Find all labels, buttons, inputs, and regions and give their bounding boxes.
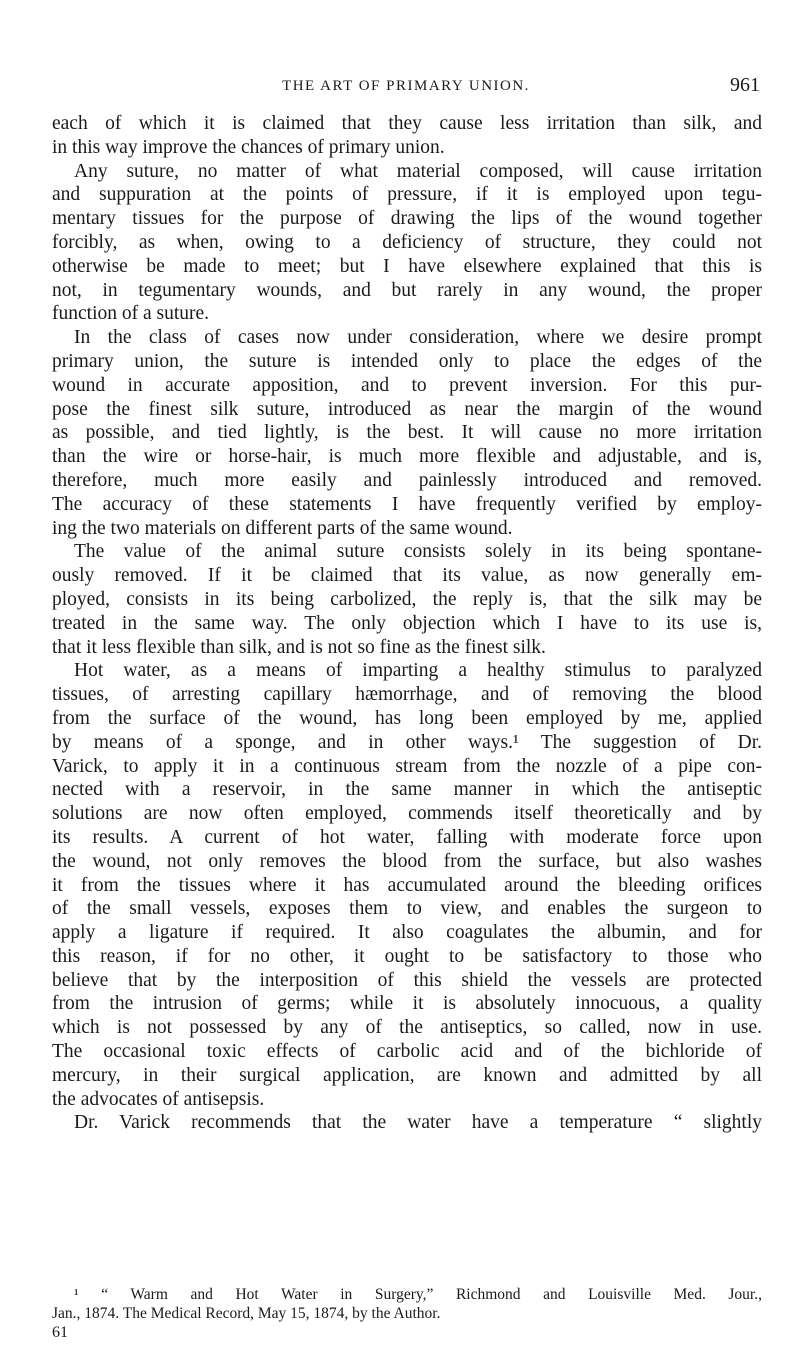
text-line: the advocates of antisepsis. <box>52 1088 265 1110</box>
text-line: primary union, the suture is intended only to place the edges of the <box>52 350 762 372</box>
text-line: mercury, in their surgical application, are known and admitted by all <box>52 1064 762 1086</box>
page-number: 961 <box>730 74 760 96</box>
text-line: its results. A current of hot water, falling with moderate force upon <box>52 826 762 848</box>
footnote-line: ¹ “ Warm and Hot Water in Surgery,” Richmond and Louisville Med. Jour., <box>74 1286 762 1303</box>
text-line: by means of a sponge, and in other ways.¹ The suggestion of Dr. <box>52 731 762 753</box>
text-line: forcibly, as when, owing to a deficiency of structure, they could not <box>52 231 762 253</box>
signature-mark: 61 <box>52 1324 68 1341</box>
text-line: In the class of cases now under consideration, where we desire prompt <box>74 327 762 349</box>
body-text <box>52 112 762 1135</box>
text-line: which is not possessed by any of the antiseptics, so called, now in use. <box>52 1017 762 1039</box>
text-line: believe that by the interposition of this shield the vessels are protected <box>52 969 762 991</box>
text-line: apply a ligature if required. It also coagulates the albumin, and for <box>52 922 762 944</box>
text-line: pose the finest silk suture, introduced as near the margin of the wound <box>52 398 762 420</box>
text-line: function of a suture. <box>52 303 210 325</box>
text-line: in this way improve the chances of primary union. <box>52 136 445 158</box>
text-line: ing the two materials on different parts of the same wound. <box>52 517 513 539</box>
text-line: otherwise be made to meet; but I have elsewhere explained that this is <box>52 255 762 277</box>
text-line: therefore, much more easily and painlessly introduced and removed. <box>52 469 762 491</box>
text-line: and suppuration at the points of pressure, if it is employed upon tegu- <box>52 184 762 206</box>
footnote-line: Jan., 1874. The Medical Record, May 15, 1874, by the Author. <box>52 1304 441 1322</box>
text-line: of the small vessels, exposes them to view, and enables the surgeon to <box>52 898 762 920</box>
text-line: Any suture, no matter of what material composed, will cause irritation <box>74 160 762 182</box>
text-line: mentary tissues for the purpose of drawing the lips of the wound together <box>52 208 762 230</box>
running-title: THE ART OF PRIMARY UNION. <box>282 78 530 94</box>
text-line: wound in accurate apposition, and to prevent inversion. For this pur- <box>52 374 762 396</box>
footnotes <box>52 1286 762 1343</box>
text-line: The value of the animal suture consists solely in its being spontane- <box>74 541 762 563</box>
text-line: not, in tegumentary wounds, and but rarely in any wound, the proper <box>52 279 762 301</box>
text-line: it from the tissues where it has accumulated around the bleeding orifices <box>52 874 762 896</box>
text-line: ously removed. If it be claimed that its value, as now generally em- <box>52 565 762 587</box>
text-line: Hot water, as a means of imparting a healthy stimulus to paralyzed <box>74 660 762 682</box>
text-line: The occasional toxic effects of carbolic acid and of the bichloride of <box>52 1041 762 1063</box>
text-line: from the surface of the wound, has long been employed by me, applied <box>52 707 762 729</box>
text-line: this reason, if for no other, it ought to be satisfactory to those who <box>52 945 762 967</box>
text-line: Dr. Varick recommends that the water have a temperature “ slightly <box>74 1112 762 1134</box>
text-line: solutions are now often employed, commends itself theoretically and by <box>52 803 762 825</box>
footnote-lines <box>52 1286 762 1323</box>
text-line: tissues, of arresting capillary hæmorrhage, and of removing the blood <box>52 684 762 706</box>
text-line: as possible, and tied lightly, is the best. It will cause no more irritation <box>52 422 762 444</box>
text-line: ployed, consists in its being carbolized, the reply is, that the silk may be <box>52 588 762 610</box>
text-line: Varick, to apply it in a continuous stream from the nozzle of a pipe con- <box>52 755 762 777</box>
text-line: from the intrusion of germs; while it is absolutely innocuous, a quality <box>52 993 762 1015</box>
text-line: treated in the same way. The only objection which I have to its use is, <box>52 612 762 634</box>
running-head <box>52 74 760 100</box>
text-line: that it less flexible than silk, and is not so fine as the finest silk. <box>52 636 546 658</box>
text-line: the wound, not only removes the blood from the surface, but also washes <box>52 850 762 872</box>
text-line: The accuracy of these statements I have frequently verified by employ- <box>52 493 762 515</box>
text-line: each of which it is claimed that they cause less irritation than silk, and <box>52 113 762 134</box>
text-line: than the wire or horse-hair, is much more flexible and adjustable, and is, <box>52 446 762 468</box>
text-line: nected with a reservoir, in the same manner in which the antiseptic <box>52 779 762 801</box>
